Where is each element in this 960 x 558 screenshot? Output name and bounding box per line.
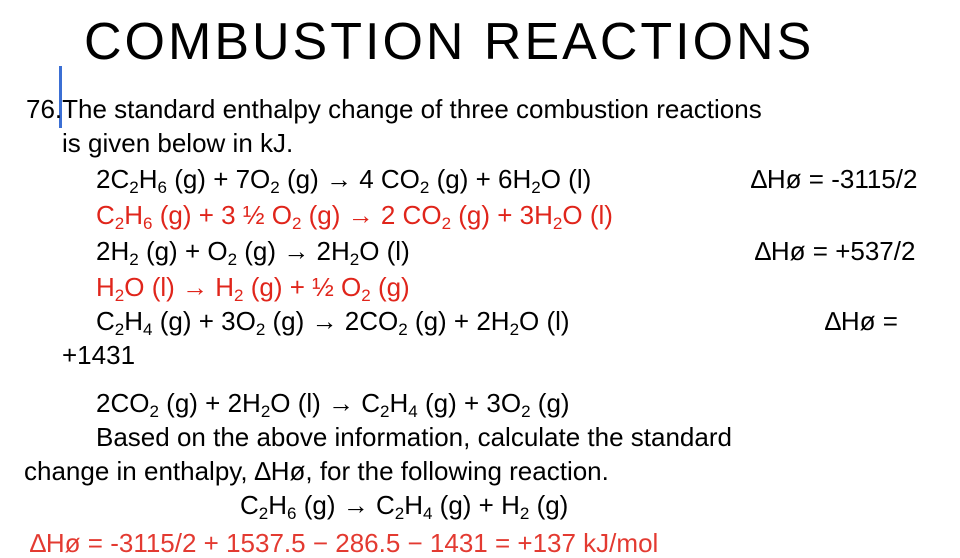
reaction-3-enthalpy: ∆Hø = xyxy=(825,306,898,336)
reaction-3: $C_2H_4$ $(g) + 3O_2$ $(g) \to 2CO_2$ $(g) + 2H_2O$ (l) xyxy=(96,306,570,339)
reaction-1-enthalpy: ∆Hø = -3115/2 xyxy=(751,164,918,194)
slide-title: COMBUSTION REACTIONS xyxy=(84,13,815,71)
reaction-3-enthalpy-value: +1431 xyxy=(62,340,136,370)
reaction-2-reversed: $H_2O$ $(l) \to H_2$ (g) + ½ $O_2$ (g) xyxy=(96,272,410,305)
reaction-2: $2H_2$ $(g) + O_2$ $(g) \to 2H_2O$ (l) xyxy=(96,236,410,269)
reaction-2-enthalpy: ∆Hø = +537/2 xyxy=(755,236,916,266)
question-intro-line-1: 76.The standard enthalpy change of three combustion reactions xyxy=(26,94,762,124)
target-reaction: $C_2H_6$ $(g) \to C_2H_4$ $(g) + H_2$ (g) xyxy=(240,490,569,523)
reaction-1: $2C_2H_6$ $(g) + 7O_2$ (g) → 4 $CO_2$ $(g) + 6H_2O$ (l) xyxy=(96,164,592,197)
question-line-2: change in enthalpy, ∆Hø, for the following reaction. xyxy=(24,456,609,486)
question-line-1: Based on the above information, calculate the standard xyxy=(96,422,732,452)
question-intro-line-2: is given below in kJ. xyxy=(62,128,294,158)
question-number: 76. xyxy=(26,94,63,124)
reaction-3-reversed: $2CO_2$ $(g) + 2H_2O$ $(l) \to C_2H_4$ $(g) + 3O_2$ (g) xyxy=(96,388,570,421)
answer-line-cut-off: ∆Hø = -3115/2 + 1537.5 − 286.5 − 1431 = +137 kJ/mol xyxy=(30,528,659,558)
reaction-1-halved: $C_2H_6$ (g) + 3 ½ $O_2$ (g) → 2 $CO_2$ $(g) + 3H_2O$ (l) xyxy=(96,200,613,233)
